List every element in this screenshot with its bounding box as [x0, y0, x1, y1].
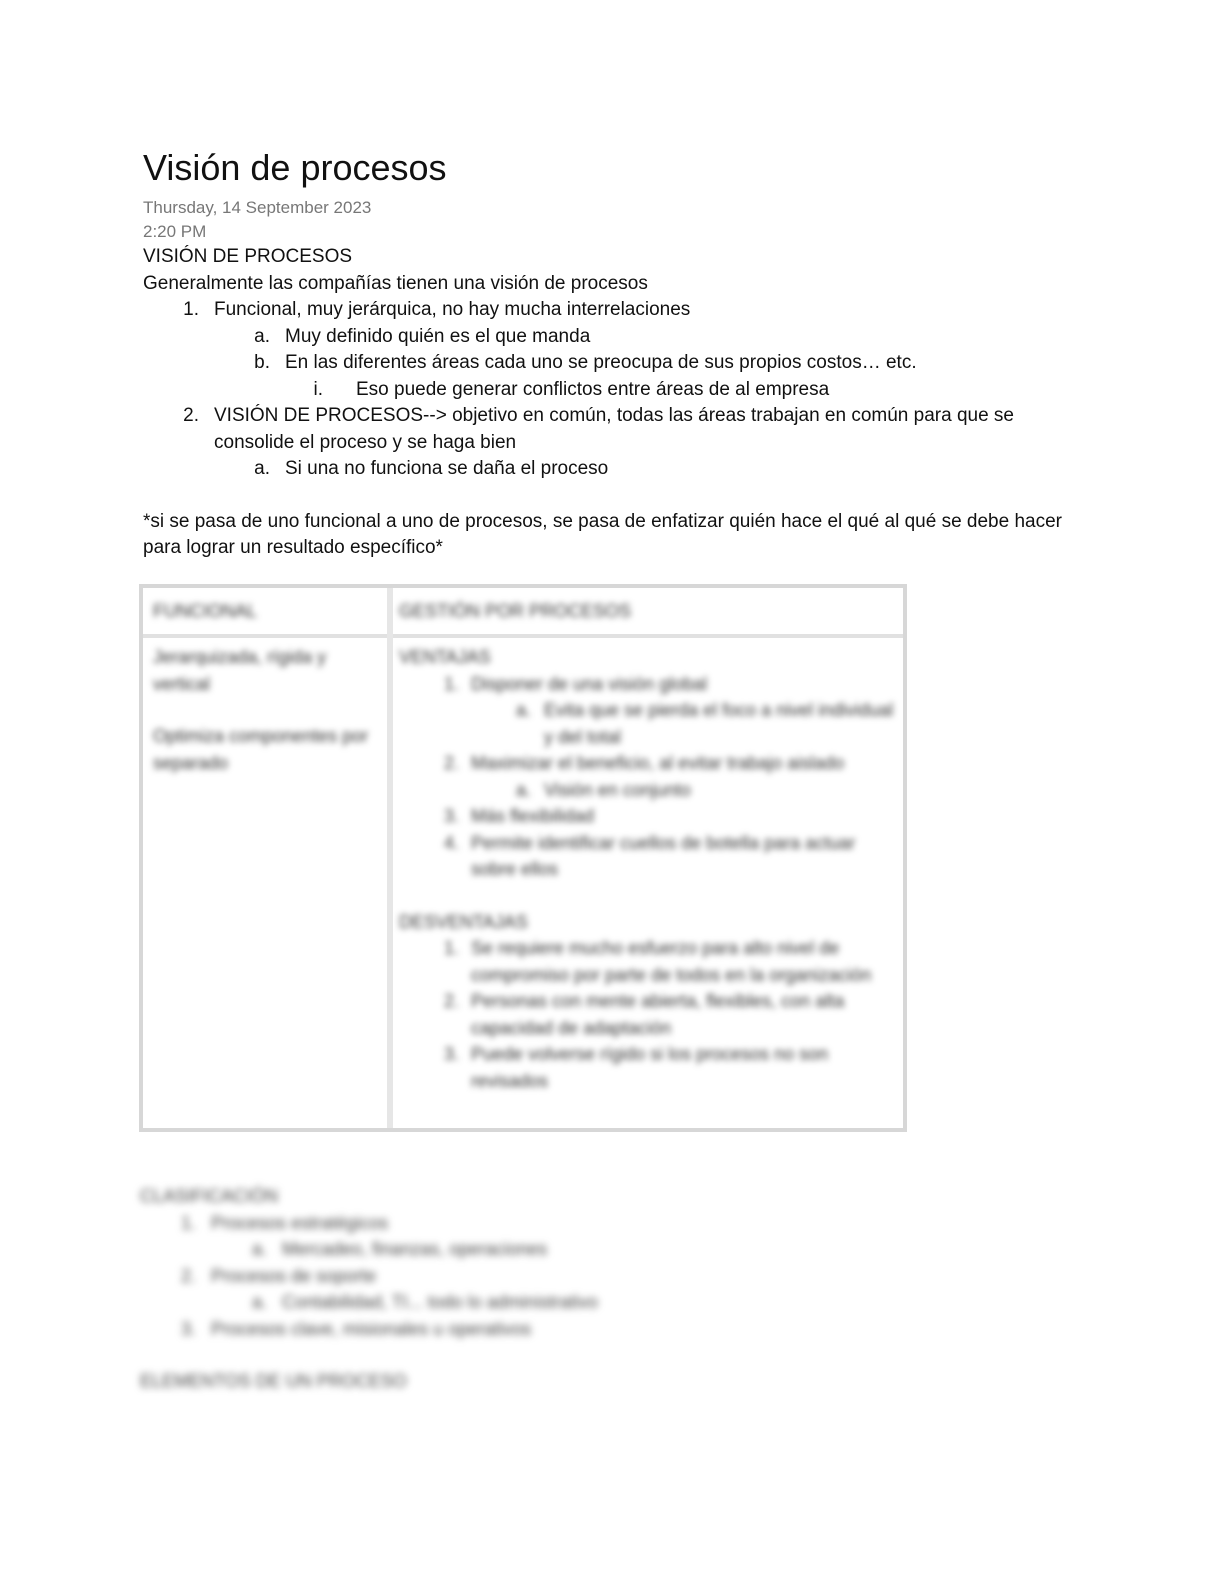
- comparison-table: [139, 584, 907, 1132]
- list-item: 1. Disponer de una visión global: [443, 673, 708, 694]
- list-marker: a.: [254, 325, 270, 347]
- list-marker: a.: [254, 458, 270, 479]
- list-item-text: Muy definido quién es el que manda: [285, 325, 591, 347]
- table-cell-process: [399, 644, 899, 1094]
- note-time: 2:20 PM: [143, 222, 207, 241]
- list-item: [143, 403, 1083, 456]
- list-item: 1. Se requiere mucho esfuerzo para alto nivel de compromiso por parte de todos en la organización: [443, 938, 872, 985]
- note-date: Thursday, 14 September 2023: [143, 198, 372, 217]
- list-item: 2. Procesos de soporte: [180, 1265, 377, 1286]
- page-title: Visión de procesos: [143, 147, 447, 188]
- elements-heading: ELEMENTOS DE UN PROCESO: [140, 1371, 407, 1391]
- list-item: [143, 324, 1083, 351]
- list-item: a. Contabilidad, TI... todo lo administrativo: [251, 1292, 598, 1312]
- disadvantages-label: DESVENTAJAS: [399, 911, 528, 932]
- section-heading: VISIÓN DE PROCESOS: [143, 246, 353, 267]
- list-item: 3. Puede volverse rígido si los procesos no son revisados: [443, 1044, 829, 1091]
- list-item: 4. Permite identificar cuellos de botella para actuar sobre ellos: [443, 832, 856, 879]
- list-item-text: Funcional, muy jerárquica, no hay mucha interrelaciones: [214, 299, 691, 320]
- note-paragraph: *si se pasa de uno funcional a uno de procesos, se pasa de enfatizar quién hace el qué al qué se debe hacer para lograr un resultado específico*: [143, 510, 1062, 558]
- list-item: 2. Maximizar el beneficio, al evitar trabajo aislado: [443, 753, 845, 773]
- table-header-process: GESTIÓN POR PROCESOS: [399, 601, 632, 621]
- classification-heading: CLASIFICACIÓN: [140, 1186, 279, 1206]
- list-item: a. Visión en conjunto: [515, 779, 691, 800]
- list-item: [143, 297, 1083, 324]
- intro-text: Generalmente las compañías tienen una visión de procesos: [143, 272, 648, 294]
- list-item: [143, 456, 1083, 483]
- table-column-divider: [387, 588, 393, 1128]
- list-item: a. Evita que se pierda el foco a nivel individual y del total: [515, 700, 894, 747]
- list-item-text: Si una no funciona se daña el proceso: [285, 458, 609, 479]
- list-item: 2. Personas con mente abierta, flexibles, con alta capacidad de adaptación: [443, 991, 845, 1038]
- list-item: [143, 377, 1083, 404]
- list-item: [143, 350, 1083, 377]
- list-marker: i.: [313, 378, 323, 400]
- list-item-text: VISIÓN DE PROCESOS--> objetivo en común, todas las áreas trabajan en común para que se consolide el proceso y se haga bien: [214, 405, 1014, 453]
- list-marker: 2.: [183, 405, 199, 426]
- classification-section: [140, 1183, 840, 1395]
- note-page: [143, 140, 1083, 562]
- list-marker: b.: [254, 352, 270, 373]
- advantages-label: VENTAJAS: [399, 647, 491, 667]
- list-item: 1. Procesos estratégicos: [180, 1212, 389, 1233]
- table-cell-line: Jerarquizada, rígida y vertical: [153, 647, 327, 694]
- list-item: a. Mercadeo, finanzas, operaciones: [251, 1239, 548, 1259]
- list-marker: 1.: [183, 299, 199, 320]
- table-cell-line: Optimiza componentes por separado: [153, 726, 369, 773]
- list-item-text: Eso puede generar conflictos entre áreas de al empresa: [356, 378, 830, 400]
- list-item: 3. Más flexibilidad: [443, 806, 595, 826]
- list-item-text: En las diferentes áreas cada uno se preocupa de sus propios costos… etc.: [285, 352, 917, 373]
- table-cell-functional: [153, 644, 378, 776]
- list-item: 3. Procesos clave, misionales u operativos: [180, 1318, 532, 1339]
- table-header-functional: FUNCIONAL: [153, 601, 258, 621]
